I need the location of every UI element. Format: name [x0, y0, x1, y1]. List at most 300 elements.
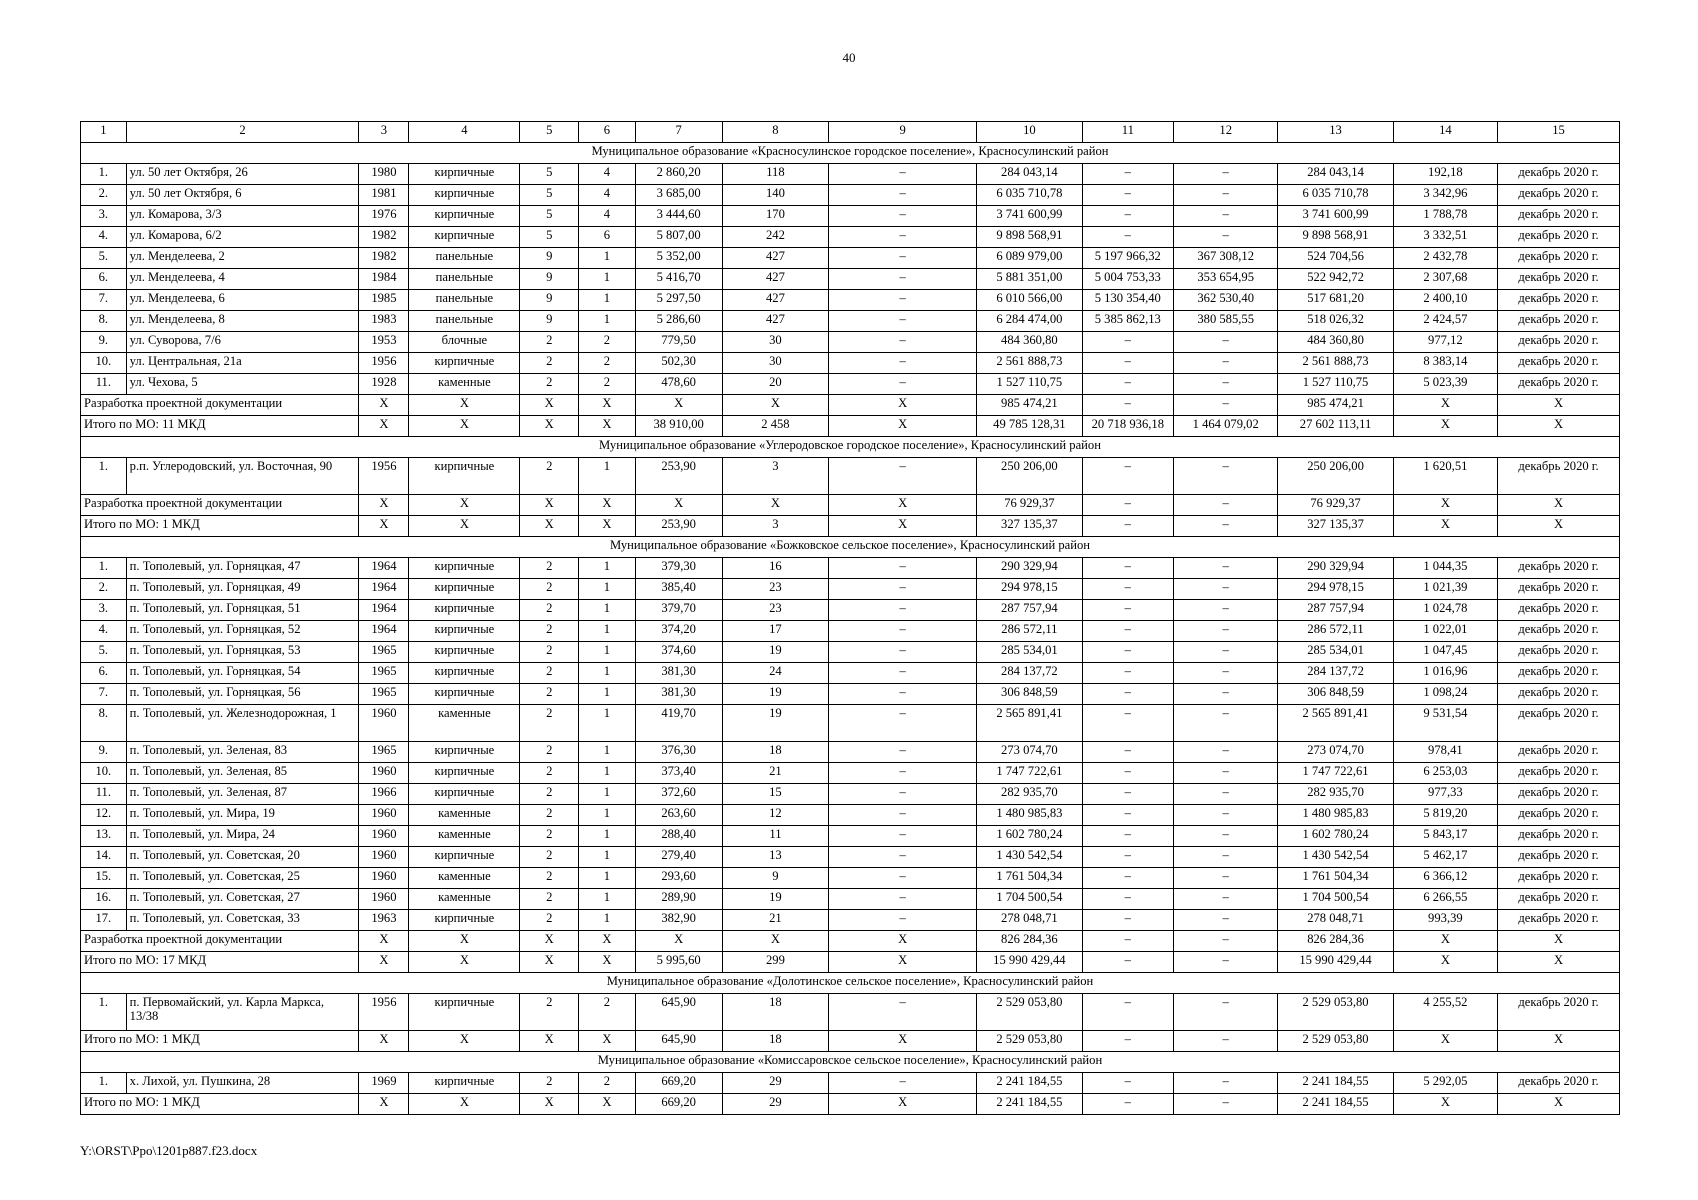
table-cell: 284 137,72 [977, 663, 1083, 684]
table-cell: 1 620,51 [1393, 458, 1497, 495]
table-cell: 18 [722, 742, 829, 763]
table-cell: 23 [722, 579, 829, 600]
table-row [81, 994, 1620, 1031]
table-cell: ул. Суворова, 7/6 [126, 332, 359, 353]
table-cell: 5. [81, 248, 127, 269]
table-cell: – [829, 206, 977, 227]
summary-cell: X [520, 416, 579, 437]
table-cell: ул. Чехова, 5 [126, 374, 359, 395]
table-row [81, 784, 1620, 805]
table-cell: 1984 [359, 269, 409, 290]
table-cell: – [1082, 705, 1173, 742]
table-cell: 2 [520, 663, 579, 684]
table-cell: – [829, 910, 977, 931]
table-cell: декабрь 2020 г. [1498, 910, 1620, 931]
summary-cell: 253,90 [635, 516, 722, 537]
table-cell: – [1173, 889, 1277, 910]
table-cell: 10. [81, 763, 127, 784]
table-cell: 2 [520, 374, 579, 395]
table-cell: – [1082, 332, 1173, 353]
table-cell: – [1173, 458, 1277, 495]
table-cell: 5 [520, 164, 579, 185]
table-cell: – [1082, 164, 1173, 185]
table-cell: 2 [579, 332, 636, 353]
summary-cell: X [579, 395, 636, 416]
table-cell: 1 [579, 826, 636, 847]
table-cell: 19 [722, 642, 829, 663]
summary-cell: X [409, 952, 520, 973]
table-cell: 9. [81, 742, 127, 763]
table-cell: 6 035 710,78 [977, 185, 1083, 206]
table-cell: 2 [520, 558, 579, 579]
table-cell: – [1082, 784, 1173, 805]
table-cell: 285 534,01 [977, 642, 1083, 663]
summary-cell: 3 [722, 516, 829, 537]
table-cell: – [1082, 642, 1173, 663]
table-cell: р.п. Углеродовский, ул. Восточная, 90 [126, 458, 359, 495]
table-cell: 1953 [359, 332, 409, 353]
table-cell: 5 297,50 [635, 290, 722, 311]
table-cell: 1928 [359, 374, 409, 395]
summary-cell: X [579, 931, 636, 952]
table-cell: 285 534,01 [1278, 642, 1393, 663]
table-cell: – [1173, 185, 1277, 206]
table-cell: – [1082, 684, 1173, 705]
table-cell: 1960 [359, 763, 409, 784]
table-cell: 1982 [359, 227, 409, 248]
table-cell: 14. [81, 847, 127, 868]
table-cell: 5 462,17 [1393, 847, 1497, 868]
table-cell: 6 [579, 227, 636, 248]
summary-cell: 29 [722, 1094, 829, 1115]
table-cell: 1 761 504,34 [1278, 868, 1393, 889]
table-cell: декабрь 2020 г. [1498, 784, 1620, 805]
table-cell: – [1173, 805, 1277, 826]
table-cell: 1 430 542,54 [1278, 847, 1393, 868]
summary-cell: X [1393, 1094, 1497, 1115]
summary-cell: 2 458 [722, 416, 829, 437]
header-cell: 7 [635, 122, 722, 143]
table-cell: 1983 [359, 311, 409, 332]
table-cell: 3. [81, 600, 127, 621]
table-cell: 524 704,56 [1278, 248, 1393, 269]
municipality-title: Муниципальное образование «Комиссаровское сельское поселение», Красносулинский район [81, 1052, 1620, 1073]
table-cell: 9 [520, 248, 579, 269]
table-cell: 2. [81, 185, 127, 206]
table-cell: 17 [722, 621, 829, 642]
header-cell: 4 [409, 122, 520, 143]
table-cell: 379,30 [635, 558, 722, 579]
table-cell: – [829, 311, 977, 332]
table-cell: 12. [81, 805, 127, 826]
summary-cell: X [829, 931, 977, 952]
table-cell: 287 757,94 [977, 600, 1083, 621]
summary-cell: 985 474,21 [977, 395, 1083, 416]
summary-row [81, 516, 1620, 537]
summary-cell: – [1173, 495, 1277, 516]
table-row [81, 826, 1620, 847]
table-cell: 5 [520, 227, 579, 248]
table-cell: 279,40 [635, 847, 722, 868]
table-cell: 284 043,14 [1278, 164, 1393, 185]
table-cell: – [829, 185, 977, 206]
table-cell: 17. [81, 910, 127, 931]
summary-cell: X [579, 495, 636, 516]
table-cell: – [829, 684, 977, 705]
table-row [81, 621, 1620, 642]
table-cell: 4. [81, 227, 127, 248]
table-cell: 278 048,71 [1278, 910, 1393, 931]
table-cell: 1969 [359, 1073, 409, 1094]
municipality-title-row [81, 437, 1620, 458]
table-cell: 242 [722, 227, 829, 248]
summary-cell: Итого по МО: 1 МКД [81, 516, 359, 537]
table-cell: 1965 [359, 684, 409, 705]
summary-cell: X [1393, 395, 1497, 416]
summary-cell: 2 529 053,80 [977, 1031, 1083, 1052]
table-cell: декабрь 2020 г. [1498, 826, 1620, 847]
table-row [81, 705, 1620, 742]
table-row [81, 805, 1620, 826]
table-row [81, 206, 1620, 227]
table-cell: 288,40 [635, 826, 722, 847]
summary-cell: – [1082, 931, 1173, 952]
table-cell: 9. [81, 332, 127, 353]
table-cell: 1 [579, 910, 636, 931]
summary-cell: X [409, 516, 520, 537]
summary-cell: X [1393, 516, 1497, 537]
table-cell: кирпичные [409, 1073, 520, 1094]
table-cell: панельные [409, 269, 520, 290]
table-cell: 1 [579, 458, 636, 495]
summary-cell: 76 929,37 [1278, 495, 1393, 516]
table-cell: декабрь 2020 г. [1498, 889, 1620, 910]
table-cell: – [829, 705, 977, 742]
table-cell: 1. [81, 164, 127, 185]
table-cell: – [829, 353, 977, 374]
summary-cell: – [1173, 1031, 1277, 1052]
table-cell: кирпичные [409, 579, 520, 600]
table-cell: – [1173, 684, 1277, 705]
table-cell: 1 [579, 642, 636, 663]
table-cell: кирпичные [409, 458, 520, 495]
table-cell: декабрь 2020 г. [1498, 684, 1620, 705]
table-cell: 2 [520, 784, 579, 805]
table-cell: – [829, 826, 977, 847]
table-cell: 3 332,51 [1393, 227, 1497, 248]
table-cell: 8 383,14 [1393, 353, 1497, 374]
table-cell: – [829, 458, 977, 495]
table-cell: 7. [81, 290, 127, 311]
summary-row [81, 1031, 1620, 1052]
table-cell: 2 [520, 684, 579, 705]
table-cell: декабрь 2020 г. [1498, 579, 1620, 600]
table-cell: – [829, 889, 977, 910]
table-cell: 1965 [359, 742, 409, 763]
table-cell: 1976 [359, 206, 409, 227]
summary-cell: – [1173, 952, 1277, 973]
table-cell: 427 [722, 311, 829, 332]
table-cell: каменные [409, 826, 520, 847]
summary-cell: 27 602 113,11 [1278, 416, 1393, 437]
municipality-title: Муниципальное образование «Красносулинское городское поселение», Красносулинский район [81, 143, 1620, 164]
table-row [81, 910, 1620, 931]
summary-cell: X [409, 931, 520, 952]
table-cell: 278 048,71 [977, 910, 1083, 931]
table-cell: 1 [579, 868, 636, 889]
table-cell: 1 480 985,83 [1278, 805, 1393, 826]
table-cell: 1 761 504,34 [977, 868, 1083, 889]
table-cell: 1 [579, 248, 636, 269]
summary-cell: X [1393, 495, 1497, 516]
table-cell: блочные [409, 332, 520, 353]
table-cell: 374,60 [635, 642, 722, 663]
table-cell: 353 654,95 [1173, 269, 1277, 290]
table-cell: 2 400,10 [1393, 290, 1497, 311]
table-cell: 373,40 [635, 763, 722, 784]
table-body [81, 122, 1620, 1115]
table-cell: – [1082, 847, 1173, 868]
municipality-title-row [81, 1052, 1620, 1073]
table-cell: – [1082, 621, 1173, 642]
table-cell: – [1173, 558, 1277, 579]
table-cell: 1 [579, 558, 636, 579]
table-cell: кирпичные [409, 600, 520, 621]
summary-cell: X [359, 931, 409, 952]
table-row [81, 663, 1620, 684]
table-cell: 8. [81, 311, 127, 332]
table-cell: 374,20 [635, 621, 722, 642]
table-cell: – [1173, 621, 1277, 642]
table-cell: 2 [520, 910, 579, 931]
summary-cell: – [1173, 395, 1277, 416]
table-cell: ул. Менделеева, 2 [126, 248, 359, 269]
table-cell: 284 043,14 [977, 164, 1083, 185]
table-cell: 1 [579, 600, 636, 621]
table-cell: 1956 [359, 353, 409, 374]
table-cell: 3 741 600,99 [977, 206, 1083, 227]
table-cell: 5 807,00 [635, 227, 722, 248]
summary-cell: 15 990 429,44 [1278, 952, 1393, 973]
table-cell: 385,40 [635, 579, 722, 600]
table-cell: 6 284 474,00 [977, 311, 1083, 332]
table-cell: – [829, 374, 977, 395]
table-cell: 427 [722, 248, 829, 269]
table-cell: ул. Менделеева, 6 [126, 290, 359, 311]
table-row [81, 374, 1620, 395]
summary-cell: X [722, 495, 829, 516]
table-cell: 2 [579, 353, 636, 374]
table-cell: 362 530,40 [1173, 290, 1277, 311]
table-cell: 518 026,32 [1278, 311, 1393, 332]
summary-cell: – [1082, 1031, 1173, 1052]
table-cell: 282 935,70 [977, 784, 1083, 805]
table-cell: 669,20 [635, 1073, 722, 1094]
table-cell: кирпичные [409, 206, 520, 227]
table-cell: 250 206,00 [1278, 458, 1393, 495]
table-cell: 380 585,55 [1173, 311, 1277, 332]
table-cell: 1964 [359, 579, 409, 600]
table-row [81, 164, 1620, 185]
municipality-title-row [81, 143, 1620, 164]
table-cell: 381,30 [635, 684, 722, 705]
summary-cell: Итого по МО: 11 МКД [81, 416, 359, 437]
table-cell: 282 935,70 [1278, 784, 1393, 805]
table-cell: – [829, 290, 977, 311]
table-cell: 24 [722, 663, 829, 684]
summary-cell: X [520, 1031, 579, 1052]
summary-cell: X [409, 416, 520, 437]
table-cell: – [1082, 889, 1173, 910]
table-cell: х. Лихой, ул. Пушкина, 28 [126, 1073, 359, 1094]
table-cell: 2 241 184,55 [977, 1073, 1083, 1094]
table-cell: 3 [722, 458, 829, 495]
table-cell: 284 137,72 [1278, 663, 1393, 684]
table-cell: кирпичные [409, 663, 520, 684]
table-cell: 1 [579, 742, 636, 763]
summary-cell: X [635, 931, 722, 952]
table-cell: кирпичные [409, 684, 520, 705]
summary-cell: Разработка проектной документации [81, 495, 359, 516]
table-cell: – [1173, 227, 1277, 248]
table-cell: 1 [579, 290, 636, 311]
table-cell: 3 685,00 [635, 185, 722, 206]
table-cell: панельные [409, 290, 520, 311]
table-cell: – [829, 558, 977, 579]
table-cell: каменные [409, 374, 520, 395]
header-cell: 2 [126, 122, 359, 143]
summary-cell: 49 785 128,31 [977, 416, 1083, 437]
table-cell: 484 360,80 [977, 332, 1083, 353]
table-cell: 2 [520, 332, 579, 353]
summary-cell: X [359, 952, 409, 973]
table-cell: – [1173, 374, 1277, 395]
table-row [81, 889, 1620, 910]
table-cell: 1 [579, 579, 636, 600]
table-cell: – [1082, 868, 1173, 889]
table-cell: 1956 [359, 994, 409, 1031]
table-cell: декабрь 2020 г. [1498, 185, 1620, 206]
table-cell: 1 [579, 621, 636, 642]
table-cell: 2 [520, 826, 579, 847]
table-cell: 289,90 [635, 889, 722, 910]
table-cell: 382,90 [635, 910, 722, 931]
summary-cell: X [409, 395, 520, 416]
table-cell: 977,33 [1393, 784, 1497, 805]
table-cell: 2 [520, 805, 579, 826]
summary-cell: – [1173, 931, 1277, 952]
table-cell: 6 266,55 [1393, 889, 1497, 910]
summary-cell: 645,90 [635, 1031, 722, 1052]
table-cell: 294 978,15 [1278, 579, 1393, 600]
table-cell: кирпичные [409, 742, 520, 763]
table-cell: 1 527 110,75 [977, 374, 1083, 395]
table-cell: – [829, 1073, 977, 1094]
table-cell: 21 [722, 763, 829, 784]
table-cell: 1 047,45 [1393, 642, 1497, 663]
table-cell: 1 480 985,83 [977, 805, 1083, 826]
table-cell: 427 [722, 290, 829, 311]
table-cell: п. Первомайский, ул. Карла Маркса, 13/38 [126, 994, 359, 1031]
summary-row [81, 416, 1620, 437]
summary-cell: X [520, 495, 579, 516]
summary-cell: 1 464 079,02 [1173, 416, 1277, 437]
table-cell: 1 430 542,54 [977, 847, 1083, 868]
table-cell: кирпичные [409, 847, 520, 868]
table-cell: 5 197 966,32 [1082, 248, 1173, 269]
table-cell: 2 565 891,41 [977, 705, 1083, 742]
table-cell: 4 [579, 164, 636, 185]
table-cell: декабрь 2020 г. [1498, 458, 1620, 495]
header-cell: 12 [1173, 122, 1277, 143]
table-cell: 15 [722, 784, 829, 805]
table-cell: 5 881 351,00 [977, 269, 1083, 290]
summary-cell: 2 241 184,55 [977, 1094, 1083, 1115]
table-cell: 253,90 [635, 458, 722, 495]
table-cell: 273 074,70 [1278, 742, 1393, 763]
table-cell: п. Тополевый, ул. Мира, 19 [126, 805, 359, 826]
summary-cell: 5 995,60 [635, 952, 722, 973]
table-row [81, 642, 1620, 663]
table-cell: 1. [81, 1073, 127, 1094]
summary-cell: 826 284,36 [977, 931, 1083, 952]
table-cell: ул. 50 лет Октября, 6 [126, 185, 359, 206]
table-cell: 286 572,11 [977, 621, 1083, 642]
table-cell: п. Тополевый, ул. Советская, 25 [126, 868, 359, 889]
table-cell: 263,60 [635, 805, 722, 826]
table-cell: – [1082, 910, 1173, 931]
table-cell: 6. [81, 269, 127, 290]
table-cell: 1 [579, 663, 636, 684]
table-cell: кирпичные [409, 763, 520, 784]
table-cell: 5 819,20 [1393, 805, 1497, 826]
table-cell: 5 023,39 [1393, 374, 1497, 395]
table-cell: кирпичные [409, 227, 520, 248]
table-cell: 1965 [359, 642, 409, 663]
table-cell: 2 561 888,73 [977, 353, 1083, 374]
table-cell: 484 360,80 [1278, 332, 1393, 353]
table-cell: – [1173, 847, 1277, 868]
table-cell: декабрь 2020 г. [1498, 248, 1620, 269]
table-cell: 1 527 110,75 [1278, 374, 1393, 395]
table-cell: – [829, 579, 977, 600]
summary-cell: X [829, 495, 977, 516]
table-cell: – [1082, 227, 1173, 248]
table-cell: 1 602 780,24 [977, 826, 1083, 847]
table-cell: 2 [520, 763, 579, 784]
table-row [81, 353, 1620, 374]
table-cell: 1982 [359, 248, 409, 269]
table-cell: ул. Менделеева, 8 [126, 311, 359, 332]
table-cell: – [829, 642, 977, 663]
municipality-title-row [81, 973, 1620, 994]
header-cell: 3 [359, 122, 409, 143]
table-cell: 9 [520, 311, 579, 332]
table-cell: 1965 [359, 663, 409, 684]
table-cell: 1956 [359, 458, 409, 495]
table-cell: кирпичные [409, 910, 520, 931]
table-cell: 290 329,94 [1278, 558, 1393, 579]
table-cell: – [829, 663, 977, 684]
table-cell: 1960 [359, 705, 409, 742]
table-cell: 2 [520, 600, 579, 621]
table-cell: 2 [579, 1073, 636, 1094]
table-cell: 2 529 053,80 [1278, 994, 1393, 1031]
table-cell: 2 529 053,80 [977, 994, 1083, 1031]
table-cell: 4. [81, 621, 127, 642]
table-cell: 10. [81, 353, 127, 374]
table-cell: 2 565 891,41 [1278, 705, 1393, 742]
